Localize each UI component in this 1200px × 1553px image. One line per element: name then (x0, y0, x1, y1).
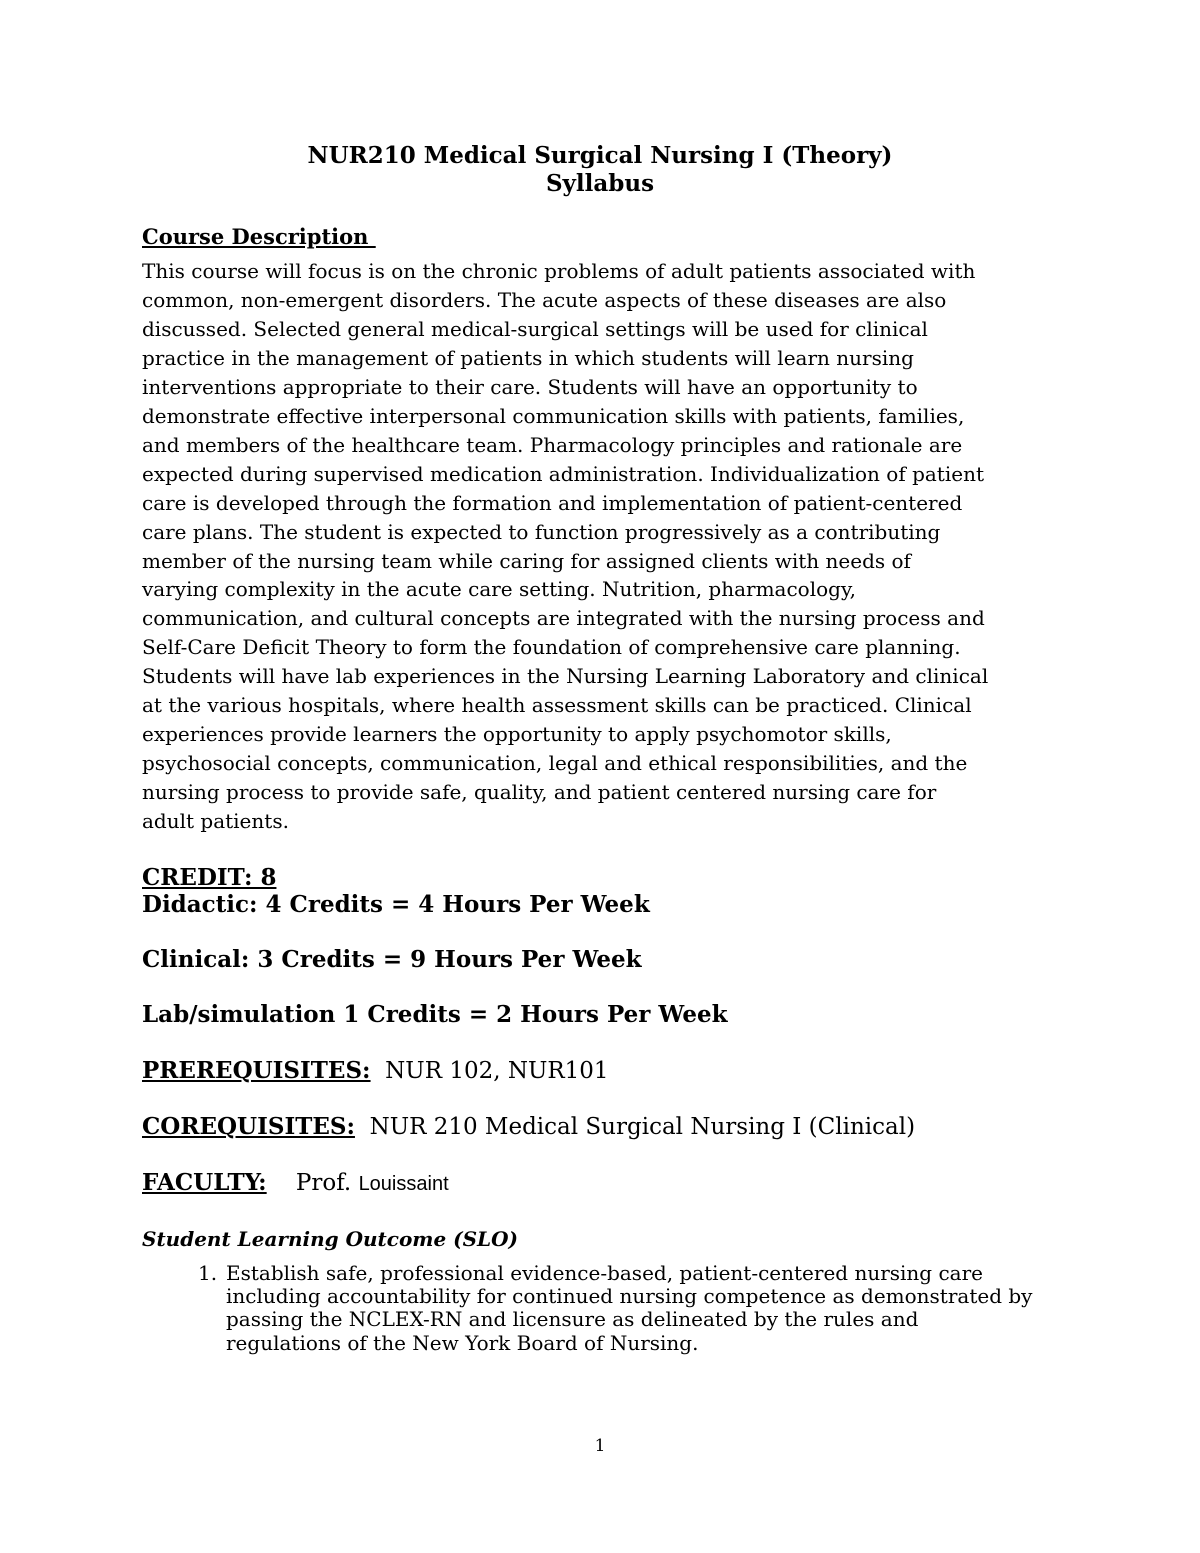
description-line: care is developed through the formation and implementation of patient-centered (142, 490, 963, 515)
faculty-prefix: Prof. (266, 1170, 359, 1196)
description-line: demonstrate effective interpersonal communication skills with patients, families, (142, 403, 965, 428)
slo-line: including accountability for continued nursing competence as demonstrated by (226, 1284, 1033, 1309)
credit-lab-simulation: Lab/simulation 1 Credits = 2 Hours Per Week (142, 1001, 728, 1028)
faculty-name: Louissaint (358, 1173, 449, 1195)
description-line: Self-Care Deficit Theory to form the foundation of comprehensive care planning. (142, 635, 961, 660)
description-line: varying complexity in the acute care setting. Nutrition, pharmacology, (142, 577, 856, 602)
description-line: experiences provide learners the opportunity to apply psychomotor skills, (142, 722, 892, 747)
description-line: adult patients. (142, 809, 289, 834)
faculty-label: FACULTY: (142, 1169, 267, 1196)
description-line: Students will have lab experiences in the Nursing Learning Laboratory and clinical (142, 664, 989, 689)
prerequisites-row (142, 1057, 609, 1085)
slo-line: regulations of the New York Board of Nursing. (226, 1330, 699, 1355)
page-number: 1 (594, 1436, 606, 1456)
description-line: care plans. The student is expected to function progressively as a contributing (142, 519, 941, 544)
credit-total: CREDIT: 8 (142, 864, 277, 891)
course-description-heading: Course Description (142, 224, 376, 249)
description-line: communication, and cultural concepts are integrated with the nursing process and (142, 606, 985, 631)
slo-heading: Student Learning Outcome (SLO) (142, 1227, 519, 1251)
description-line: common, non-emergent disorders. The acute aspects of these diseases are also (142, 287, 947, 312)
description-line: expected during supervised medication administration. Individualization of patient (142, 461, 984, 486)
description-line: at the various hospitals, where health assessment skills can be practiced. Clinical (142, 693, 972, 718)
description-line: psychosocial concepts, communication, legal and ethical responsibilities, and the (142, 751, 968, 776)
slo-item (198, 1261, 1066, 1355)
description-line: nursing process to provide safe, quality, and patient centered nursing care for (142, 780, 937, 805)
description-line: interventions appropriate to their care. Students will have an opportunity to (142, 374, 918, 399)
course-description-body (142, 257, 1062, 836)
slo-line: passing the NCLEX-RN and licensure as delineated by the rules and (226, 1307, 919, 1332)
credit-clinical: Clinical: 3 Credits = 9 Hours Per Week (142, 946, 642, 973)
course-title: NUR210 Medical Surgical Nursing I (Theory) (307, 142, 893, 169)
description-line: discussed. Selected general medical-surgical settings will be used for clinical (142, 316, 928, 341)
description-line: This course will focus is on the chronic problems of adult patients associated with (142, 259, 976, 283)
slo-line: Establish safe, professional evidence-based, patient-centered nursing care (226, 1261, 983, 1285)
description-line: member of the nursing team while caring for assigned clients with needs of (142, 548, 911, 573)
description-line: practice in the management of patients in which students will learn nursing (142, 345, 914, 370)
faculty-row (142, 1169, 449, 1198)
prerequisites-label: PREREQUISITES: (142, 1057, 371, 1084)
slo-item-text (226, 1262, 1066, 1355)
credit-didactic: Didactic: 4 Credits = 4 Hours Per Week (142, 891, 650, 918)
description-line: and members of the healthcare team. Pharmacology principles and rationale are (142, 432, 963, 457)
corequisites-label: COREQUISITES: (142, 1113, 355, 1140)
corequisites-row (142, 1113, 915, 1141)
prerequisites-value: NUR 102, NUR101 (370, 1058, 609, 1084)
corequisites-value: NUR 210 Medical Surgical Nursing I (Clinical) (354, 1114, 916, 1140)
slo-item-number: 1. (198, 1261, 218, 1285)
document-type-title: Syllabus (545, 170, 655, 197)
slo-list (198, 1261, 1066, 1355)
